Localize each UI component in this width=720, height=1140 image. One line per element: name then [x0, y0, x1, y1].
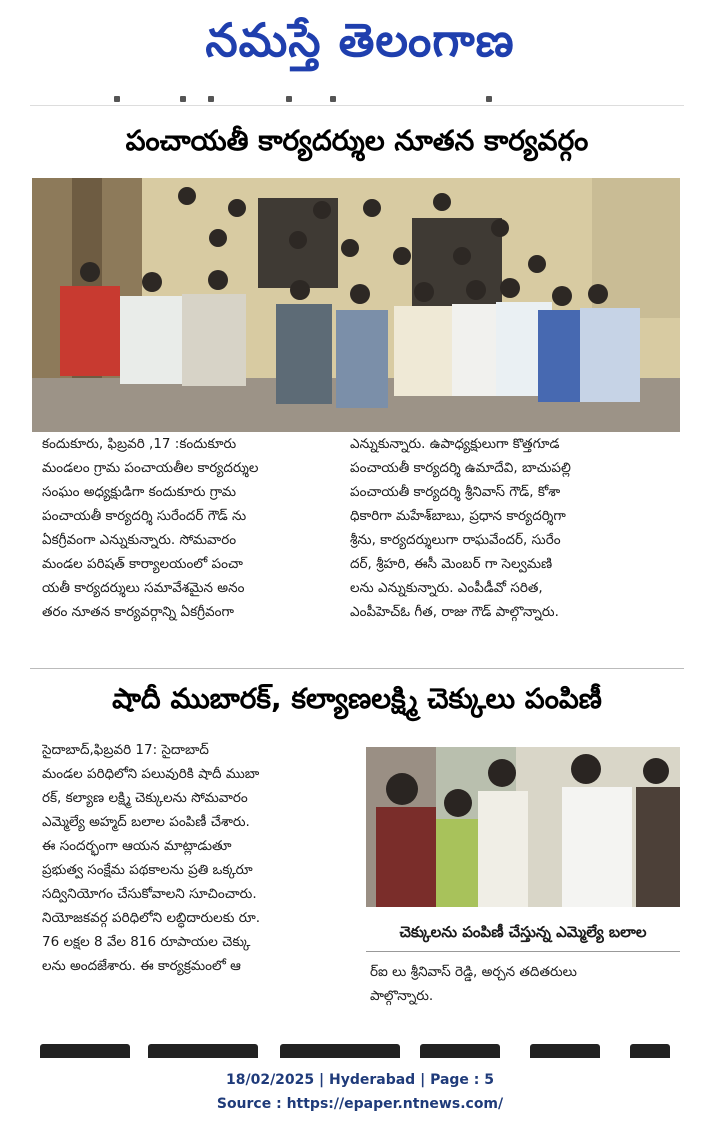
footer-source-line: Source : https://epaper.ntnews.com/ — [216, 1096, 504, 1112]
newspaper-page — [30, 92, 684, 1060]
article1-left-column — [42, 432, 342, 624]
text-line: లను ఎన్నుకున్నారు. ఎంపీడీవో సరిత, — [350, 580, 543, 596]
masthead — [0, 0, 720, 92]
text-line: ఎంపీహెచ్ఓ గీత, రాజు గౌడ్ పాల్గొన్నారు. — [350, 604, 559, 620]
footer — [0, 1068, 720, 1116]
article2-right-column — [370, 960, 680, 1008]
text-line: రక్, కల్యాణ లక్ష్మి చెక్కులను సోమవారం — [42, 790, 248, 806]
text-line: కందుకూరు, ఫిబ్రవరి ,17 :కందుకూరు — [42, 436, 237, 452]
text-line: శ్రీను, కార్యదర్శులుగా రాఘవేందర్, సురేం — [350, 532, 561, 548]
masthead-title: నమస్తే తెలంగాణ — [205, 13, 515, 67]
text-line: దర్, శ్రీహరి, ఈసీ మెంబర్ గా సెల్వమణి — [350, 556, 553, 572]
article1-right-column — [350, 432, 680, 624]
text-line: ర్‌ఐ లు శ్రీనివాస్ రెడ్డి, అర్చన తదితరులు — [370, 964, 577, 980]
cut-text-strip — [30, 92, 684, 106]
text-line: మండలం గ్రామ పంచాయతీల కార్యదర్శుల — [42, 460, 259, 476]
text-line: పంచాయతీ కార్యదర్శి శ్రీనివాస్ గౌడ్, కోశా — [350, 484, 561, 500]
group-photo — [32, 178, 680, 432]
text-line: ప్రభుత్వ సంక్షేమ పథకాలను ప్రతి ఒక్కరూ — [42, 862, 253, 878]
text-line: పాల్గొన్నారు. — [370, 988, 434, 1004]
text-line: తరం నూతన కార్యవర్గాన్ని ఏకగ్రీవంగా — [42, 604, 234, 620]
article2-left-column — [42, 738, 356, 978]
photo-caption: చెక్కులను పంపిణీ చేస్తున్న ఎమ్మెల్యే బలాల — [366, 912, 680, 952]
footer-date-line: 18/02/2025 | Hyderabad | Page : 5 — [225, 1072, 495, 1088]
text-line: మండల పరిషత్ కార్యాలయంలో పంచా — [42, 556, 243, 572]
article-divider — [30, 668, 684, 669]
text-line: సైదాబాద్,ఫిబ్రవరి 17: సైదాబాద్ — [42, 742, 209, 758]
text-line: యతీ కార్యదర్శులు సమావేశమైన అనం — [42, 580, 245, 596]
text-line: పంచాయతీ కార్యదర్శి సురేందర్ గౌడ్ ను — [42, 508, 247, 524]
text-line: ధికారిగా మహేశ్‌బాబు, ప్రధాన కార్యదర్శిగా — [350, 508, 566, 524]
text-line: ఈ సందర్భంగా ఆయన మాట్లాడుతూ — [42, 838, 232, 854]
cut-headline-strip — [30, 1042, 684, 1060]
text-line: సంఘం అధ్యక్షుడిగా కందుకూరు గ్రామ — [42, 484, 237, 500]
text-line: పంచాయతీ కార్యదర్శి ఉమాదేవి, బాచుపల్లి — [350, 460, 571, 476]
text-line: 76 లక్షల 8 వేల 816 రూపాయల చెక్కు — [42, 934, 251, 950]
article2-headline: షాదీ ముబారక్, కల్యాణలక్ష్మి చెక్కులు పంపిణీ — [112, 682, 602, 715]
cheque-distribution-photo — [366, 747, 680, 907]
text-line: ఎమ్మెల్యే అహ్మద్ బలాల పంపిణీ చేశారు. — [42, 814, 250, 830]
text-line: మండల పరిధిలోని పలువురికి షాదీ ముబా — [42, 766, 260, 782]
text-line: సద్వినియోగం చేసుకోవాలని సూచించారు. — [42, 886, 257, 902]
text-line: ఎన్నుకున్నారు. ఉపాధ్యక్షులుగా కొత్తగూడ — [350, 436, 560, 452]
text-line: నియోజకవర్గ పరిధిలోని లబ్ధిదారులకు రూ. — [42, 910, 261, 926]
article1-headline: పంచాయతీ కార్యదర్శుల నూతన కార్యవర్గం — [125, 124, 589, 157]
text-line: లను అందజేశారు. ఈ కార్యక్రమంలో ఆ — [42, 958, 241, 974]
text-line: ఏకగ్రీవంగా ఎన్నుకున్నారు. సోమవారం — [42, 532, 237, 548]
